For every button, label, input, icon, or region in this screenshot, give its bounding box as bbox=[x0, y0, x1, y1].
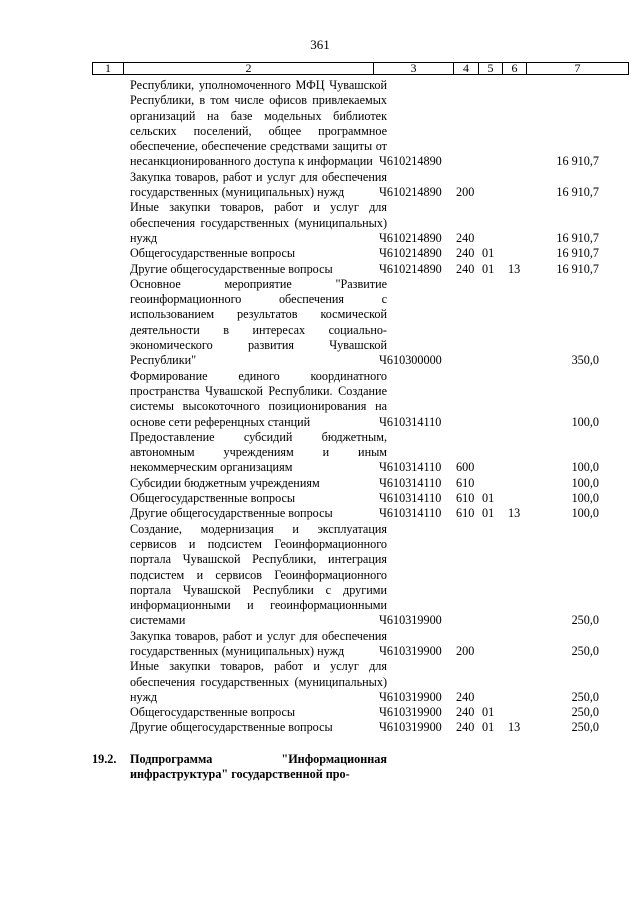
expense-type: 240 bbox=[456, 246, 475, 261]
row-description: Закупка товаров, работ и услуг для обеспечения государственных (муниципальных) нужд bbox=[130, 169, 387, 200]
column-header-2: 2 bbox=[245, 61, 252, 75]
table-row bbox=[92, 78, 629, 170]
budget-code: Ч610214890 bbox=[379, 230, 442, 245]
column-header-5: 5 bbox=[487, 61, 494, 75]
expense-type: 240 bbox=[456, 720, 475, 735]
amount: 250,0 bbox=[571, 689, 599, 704]
table-row bbox=[92, 262, 629, 277]
budget-code: Ч610319900 bbox=[379, 705, 442, 720]
expense-type: 610 bbox=[456, 491, 475, 506]
section-number: 19.2. bbox=[92, 751, 117, 766]
table-row bbox=[92, 720, 629, 735]
expense-type: 200 bbox=[456, 643, 475, 658]
row-description: Другие общегосударственные вопросы bbox=[130, 506, 333, 521]
section-code: 01 bbox=[482, 261, 495, 276]
subprogram-heading-row bbox=[92, 752, 629, 783]
amount: 16 910,7 bbox=[556, 230, 599, 245]
table-row bbox=[92, 522, 629, 629]
budget-code: Ч610314110 bbox=[379, 491, 442, 506]
row-description: Республики, уполномоченного МФЦ Чувашской Республики, в том числе офисов привлекаемых организаций на базе модельных библиотек сельских поселений, общее программное обеспечение, обеспечение средствами защиты от несанкционированного доступа к информации bbox=[130, 78, 387, 169]
table-header bbox=[92, 62, 629, 75]
expense-type: 240 bbox=[456, 230, 475, 245]
budget-code: Ч610314110 bbox=[379, 506, 442, 521]
table-row bbox=[92, 246, 629, 261]
amount: 250,0 bbox=[571, 643, 599, 658]
amount: 100,0 bbox=[571, 414, 599, 429]
row-description: Субсидии бюджетным учреждениям bbox=[130, 475, 320, 490]
row-description: Другие общегосударственные вопросы bbox=[130, 720, 333, 735]
expense-type: 240 bbox=[456, 261, 475, 276]
section-code: 01 bbox=[482, 506, 495, 521]
column-header-7: 7 bbox=[574, 61, 581, 75]
table-row bbox=[92, 705, 629, 720]
table-row bbox=[92, 629, 629, 660]
amount: 100,0 bbox=[571, 491, 599, 506]
budget-code: Ч610214890 bbox=[379, 261, 442, 276]
amount: 16 910,7 bbox=[556, 154, 599, 169]
table-row bbox=[92, 476, 629, 491]
amount: 250,0 bbox=[571, 705, 599, 720]
amount: 16 910,7 bbox=[556, 246, 599, 261]
table-row bbox=[92, 506, 629, 521]
budget-code: Ч610319900 bbox=[379, 643, 442, 658]
section-code: 01 bbox=[482, 491, 495, 506]
table-row bbox=[92, 369, 629, 430]
expense-type: 610 bbox=[456, 506, 475, 521]
expense-type: 600 bbox=[456, 460, 475, 475]
page-number: 361 bbox=[310, 37, 330, 52]
row-description: Иные закупки товаров, работ и услуг для обеспечения государственных (муниципальных) нужд bbox=[130, 659, 387, 704]
table-row bbox=[92, 170, 629, 201]
budget-table-body bbox=[92, 78, 629, 782]
budget-code: Ч610319900 bbox=[379, 613, 442, 628]
table-row bbox=[92, 277, 629, 369]
amount: 16 910,7 bbox=[556, 261, 599, 276]
expense-type: 240 bbox=[456, 689, 475, 704]
row-description: Формирование единого координатного пространства Чувашской Республики. Создание системы высокоточного позиционирования на основе сети референцных станций bbox=[130, 368, 387, 429]
budget-code: Ч610314110 bbox=[379, 414, 442, 429]
expense-type: 240 bbox=[456, 705, 475, 720]
column-header-6: 6 bbox=[511, 61, 518, 75]
column-header-4: 4 bbox=[463, 61, 469, 75]
budget-code: Ч610300000 bbox=[379, 353, 442, 368]
table-row bbox=[92, 491, 629, 506]
row-description: Создание, модернизация и эксплуатация сервисов и подсистем Геоинформационного портала Чувашской Республики, интеграция подсистем и сервисов Геоинформационного портала Чувашской Республики с другими информационными и геоинформационными системами bbox=[130, 521, 387, 628]
row-description: Общегосударственные вопросы bbox=[130, 491, 296, 506]
amount: 350,0 bbox=[571, 353, 599, 368]
subsection-code: 13 bbox=[508, 506, 521, 521]
spacer bbox=[92, 736, 629, 752]
section-code: 01 bbox=[482, 705, 495, 720]
budget-code: Ч610214890 bbox=[379, 185, 442, 200]
table-row bbox=[92, 430, 629, 476]
amount: 100,0 bbox=[571, 460, 599, 475]
budget-code: Ч610319900 bbox=[379, 720, 442, 735]
subsection-code: 13 bbox=[508, 261, 521, 276]
table-row bbox=[92, 200, 629, 246]
row-description: Другие общегосударственные вопросы bbox=[130, 261, 333, 276]
section-code: 01 bbox=[482, 246, 495, 261]
amount: 250,0 bbox=[571, 613, 599, 628]
budget-code: Ч610319900 bbox=[379, 689, 442, 704]
expense-type: 610 bbox=[456, 475, 475, 490]
subsection-code: 13 bbox=[508, 720, 521, 735]
column-header-3: 3 bbox=[410, 61, 417, 75]
row-description: Предоставление субсидий бюджетным, автономным учреждениям и иным некоммерческим организациям bbox=[130, 429, 387, 475]
amount: 16 910,7 bbox=[556, 185, 599, 200]
amount: 250,0 bbox=[571, 720, 599, 735]
budget-code: Ч610214890 bbox=[379, 246, 442, 261]
row-description: Закупка товаров, работ и услуг для обеспечения государственных (муниципальных) нужд bbox=[130, 628, 387, 658]
section-code: 01 bbox=[482, 720, 495, 735]
amount: 100,0 bbox=[571, 506, 599, 521]
table-row bbox=[92, 659, 629, 705]
amount: 100,0 bbox=[571, 475, 599, 490]
row-description: Общегосударственные вопросы bbox=[130, 246, 296, 261]
row-description: Иные закупки товаров, работ и услуг для обеспечения государственных (муниципальных) нужд bbox=[130, 200, 387, 245]
row-description: Общегосударственные вопросы bbox=[130, 705, 296, 720]
section-title: Подпрограмма "Информационная инфраструктура" государственной про- bbox=[130, 751, 387, 782]
budget-code: Ч610314110 bbox=[379, 475, 442, 490]
expense-type: 200 bbox=[456, 185, 475, 200]
column-header-1: 1 bbox=[105, 61, 111, 75]
row-description: Основное мероприятие "Развитие геоинформационного обеспечения с использованием результатов космической деятельности в интересах социально-экономического развития Чувашской Республики" bbox=[130, 276, 387, 368]
budget-code: Ч610214890 bbox=[379, 154, 442, 169]
budget-code: Ч610314110 bbox=[379, 460, 442, 475]
